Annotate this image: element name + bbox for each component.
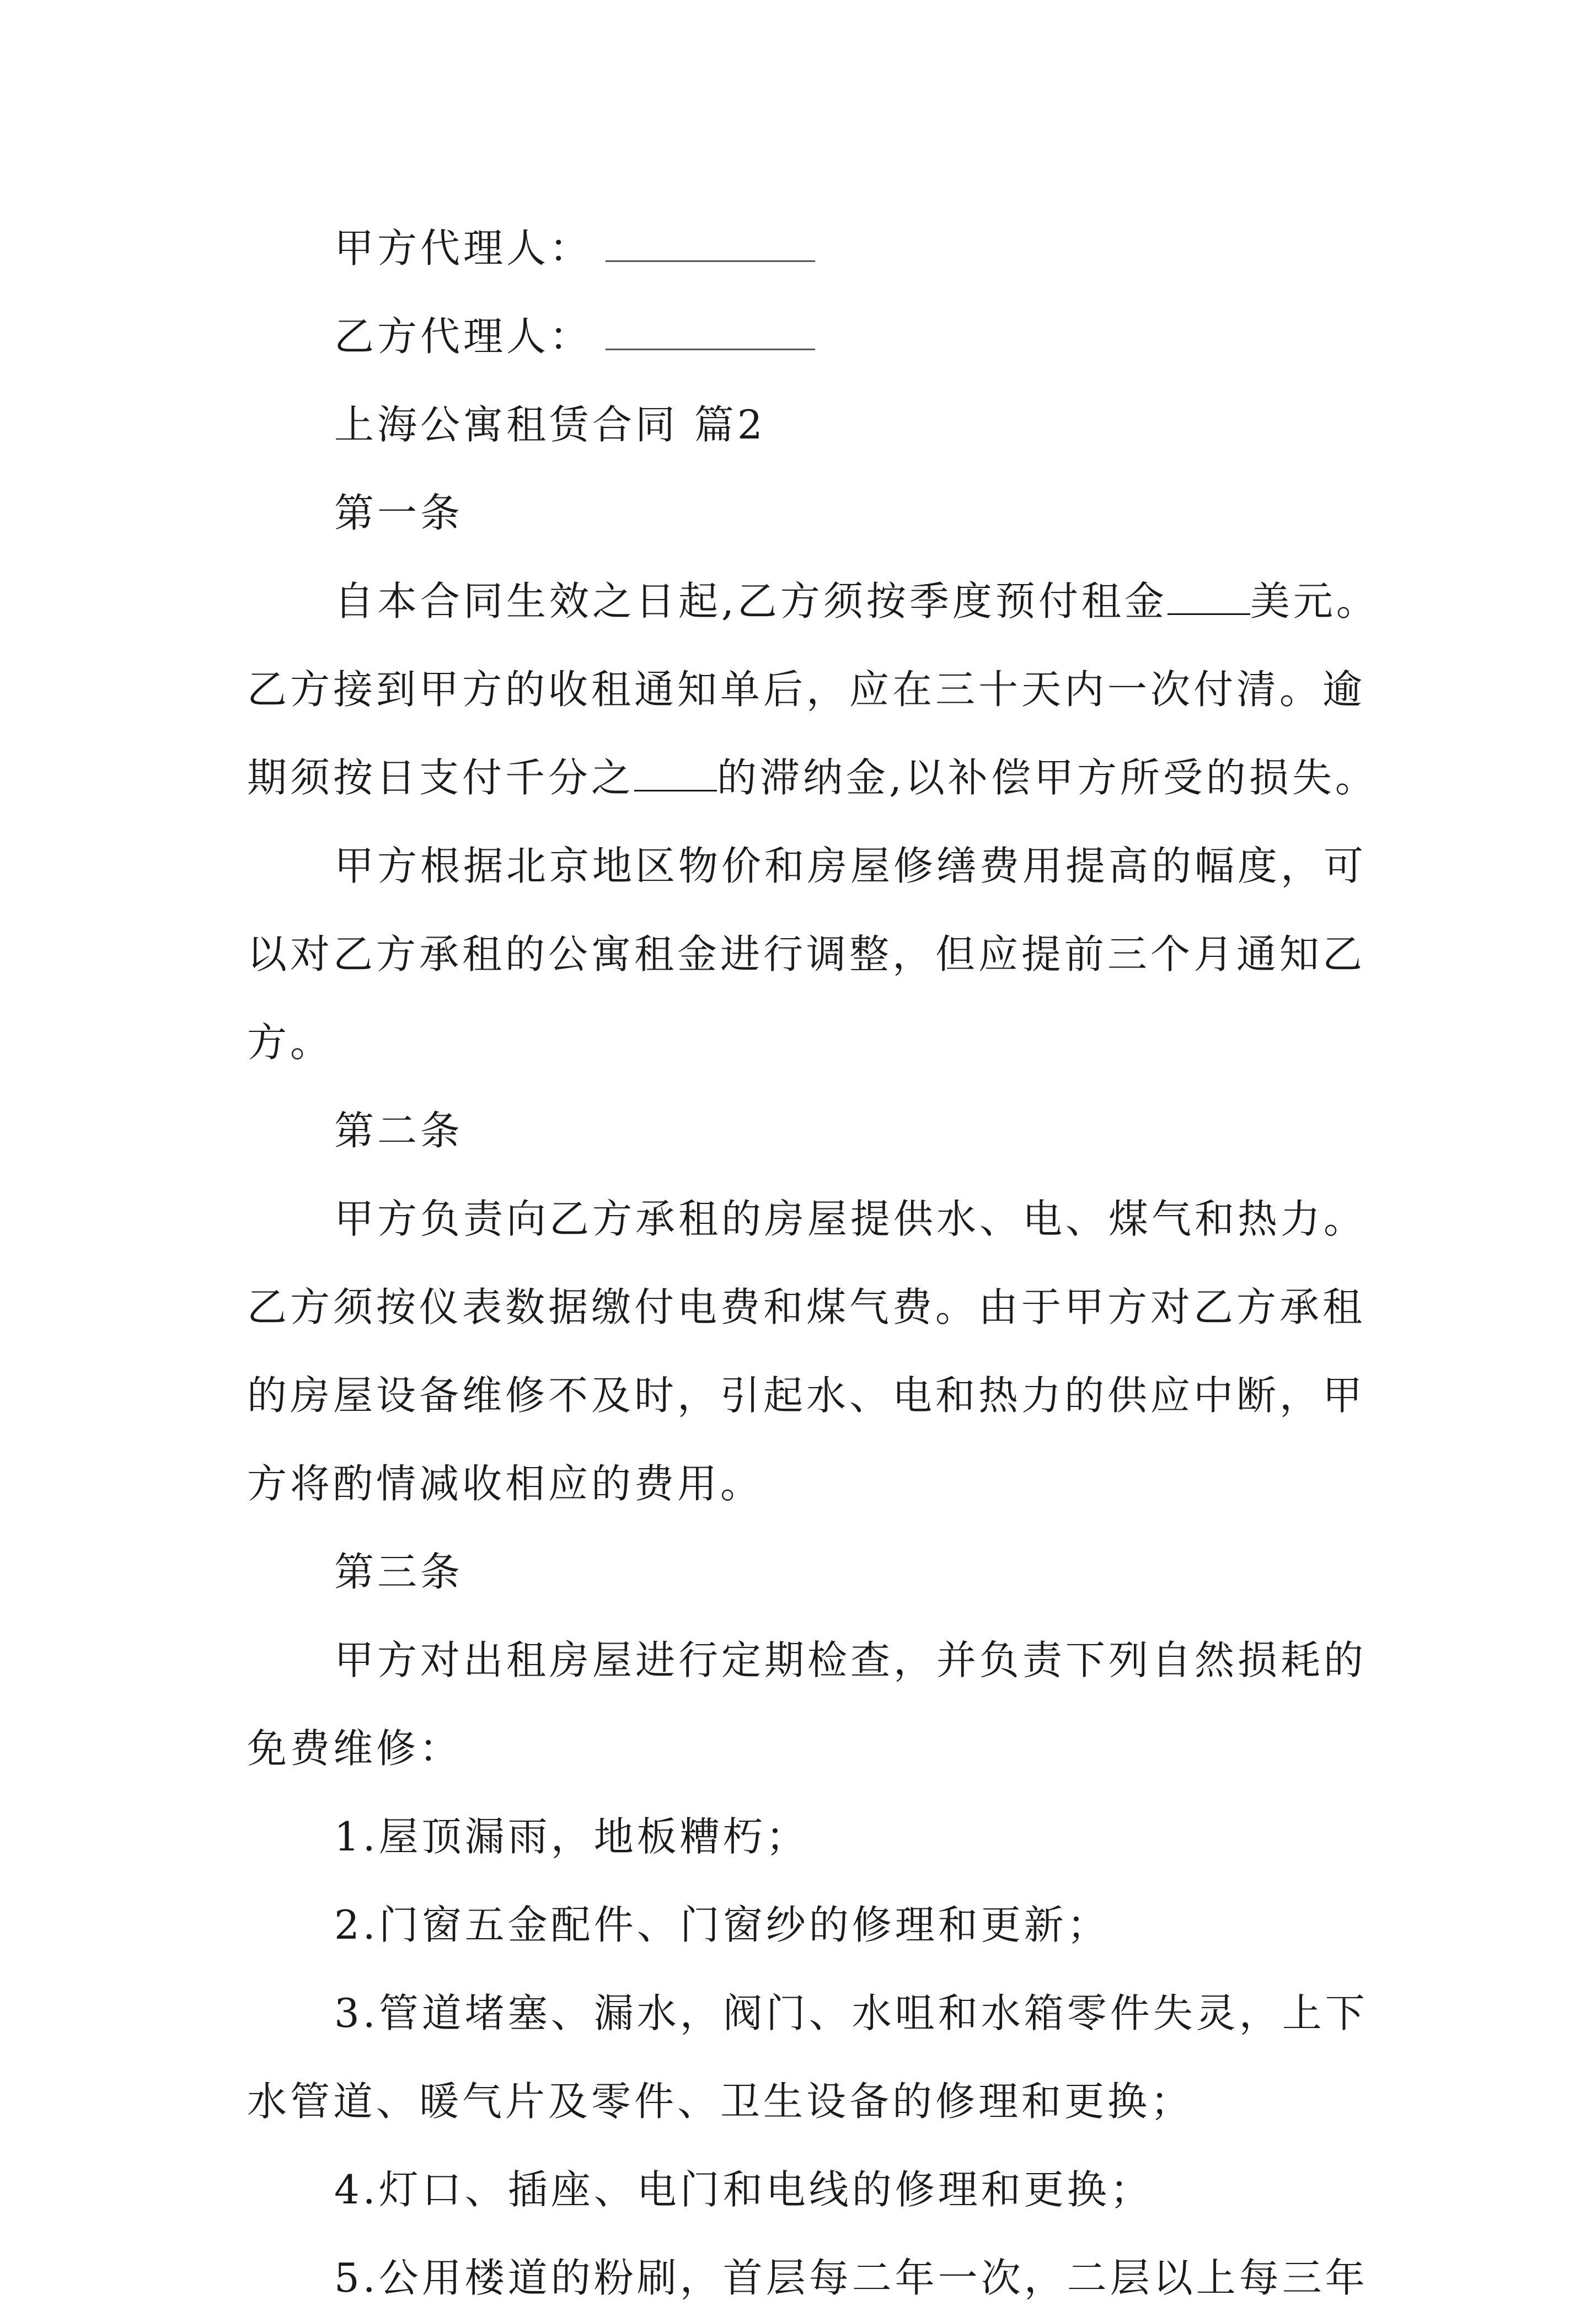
party-b-agent-blank <box>606 307 815 350</box>
party-a-agent-label: 甲方代理人： <box>334 225 593 271</box>
article-1-paragraph-1-line-3 <box>247 734 1378 822</box>
article-2-paragraph-line-3: 的房屋设备维修不及时，引起水、电和热力的供应中断，甲 <box>247 1372 1366 1419</box>
article-3-item-1: 1.屋顶漏雨，地板糟朽； <box>334 1813 809 1860</box>
article-2-paragraph-line-4: 方将酌情减收相应的费用。 <box>247 1460 764 1507</box>
article-3-item-3-line-2: 水管道、暖气片及零件、卫生设备的修理和更换； <box>247 2078 1194 2125</box>
article-1-paragraph-2-line-3: 方。 <box>247 1019 334 1066</box>
party-b-agent-signature <box>247 292 1361 381</box>
article-3-intro-line-2: 免费维修： <box>247 1725 463 1772</box>
article-2-paragraph-line-1: 甲方负责向乙方承租的房屋提供水、电、煤气和热力。 <box>334 1196 1367 1242</box>
article-1-rent-text: 自本合同生效之日起,乙方须按季度预付租金 <box>334 578 1167 624</box>
article-2-heading: 第二条 <box>334 1108 464 1154</box>
article-1-late-fee-text-end: 的滞纳金,以补偿甲方所受的损失。 <box>717 755 1378 801</box>
article-1-paragraph-1-line-1 <box>247 557 1379 645</box>
document-body <box>247 204 1379 2322</box>
late-fee-rate-blank <box>634 748 717 791</box>
article-1-paragraph-2-line-1: 甲方根据北京地区物价和房屋修缮费用提高的幅度，可 <box>334 843 1367 889</box>
party-a-agent-signature <box>247 204 1361 292</box>
article-3-heading: 第三条 <box>334 1549 464 1595</box>
party-a-agent-blank <box>606 218 815 262</box>
article-3-item-3-line-1: 3.管道堵塞、漏水，阀门、水咀和水箱零件失灵，上下 <box>334 1990 1368 2036</box>
section-title: 上海公寓租赁合同 篇2 <box>334 402 766 448</box>
article-3-item-4: 4.灯口、插座、电门和电线的修理和更换； <box>334 2166 1153 2213</box>
article-1-heading: 第一条 <box>334 490 464 536</box>
article-1-currency-text: 美元。 <box>1250 578 1379 624</box>
article-1-paragraph-2-line-2: 以对乙方承租的公寓租金进行调整，但应提前三个月通知乙 <box>247 931 1366 977</box>
article-1-late-fee-text: 期须按日支付千分之 <box>247 755 635 801</box>
article-3-item-5-line-1: 5.公用楼道的粉刷，首层每二年一次，二层以上每三年 <box>334 2255 1368 2301</box>
article-1-paragraph-1-line-2: 乙方接到甲方的收租通知单后，应在三十天内一次付清。逾 <box>247 666 1366 713</box>
article-3-item-2: 2.门窗五金配件、门窗纱的修理和更新； <box>334 1902 1110 1948</box>
article-2-paragraph-line-2: 乙方须按仪表数据缴付电费和煤气费。由于甲方对乙方承租 <box>247 1284 1366 1330</box>
article-3-intro-line-1: 甲方对出租房屋进行定期检查，并负责下列自然损耗的 <box>334 1637 1367 1683</box>
party-b-agent-label: 乙方代理人： <box>334 313 593 360</box>
rent-amount-blank <box>1167 571 1250 615</box>
